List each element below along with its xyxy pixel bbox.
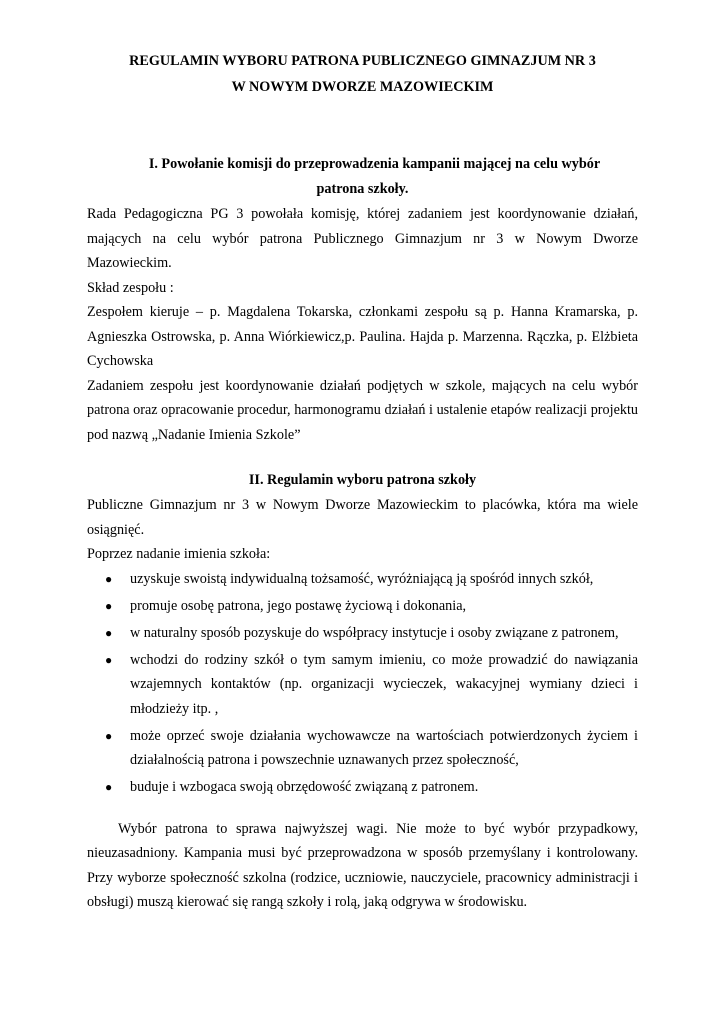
list-item: ● w naturalny sposób pozyskuje do współpracy instytucje i osoby związane z patronem, — [87, 621, 638, 646]
list-item: ● uzyskuje swoistą indywidualną tożsamość, wyróżniającą ją spośród innych szkół, — [87, 567, 638, 592]
section-1-paragraph-2: Skład zespołu : — [87, 279, 174, 296]
section-1-paragraph-3: Zespołem kieruje – p. Magdalena Tokarska, członkami zespołu są p. Hanna Kramarska, p. Agnieszka Ostrowska, p. Anna Wiórkiewicz,p. Paulina. Hajda p. Marzenna. Rączka, p. Elżbieta Cychowska — [87, 304, 638, 369]
section-2-heading: II. Regulamin wyboru patrona szkoły — [248, 472, 477, 488]
bullet-icon: ● — [105, 571, 113, 586]
section-2-paragraph-1: Publiczne Gimnazjum nr 3 w Nowym Dworze Mazowieckim to placówka, która ma wiele osiągnięć. — [87, 497, 638, 538]
section-1-heading-line-2: patrona szkoły. — [316, 181, 409, 197]
list-item: ● buduje i wzbogaca swoją obrzędowość związaną z patronem. — [87, 775, 638, 800]
list-item: ● może oprzeć swoje działania wychowawcze na wartościach potwierdzonych życiem i działalnością patrona i powszechnie uznawanych przez społeczność, — [87, 724, 638, 773]
document-title — [87, 0, 638, 100]
section-1-heading-line-1: I. Powołanie komisji do przeprowadzenia kampanii mającej na celu wybór — [148, 156, 601, 172]
bullet-icon: ● — [105, 780, 113, 794]
title-line-1: REGULAMIN WYBORU PATRONA PUBLICZNEGO GIMNAZJUM NR 3 — [129, 53, 596, 69]
section-1-paragraph-1: Rada Pedagogiczna PG 3 powołała komisję, której zadaniem jest koordynowanie działań, mających na celu wybór patrona Publicznego Gimnazjum nr 3 w Nowym Dworze Mazowieckim. — [87, 206, 638, 271]
bullet-icon: ● — [105, 625, 113, 640]
section-2-paragraph-2: Poprzez nadanie imienia szkoła: — [87, 546, 271, 562]
title-line-2: W NOWYM DWORZE MAZOWIECKIM — [231, 79, 494, 95]
bullet-icon: ● — [105, 598, 113, 613]
bullet-icon: ● — [105, 652, 113, 667]
section-2-paragraph-3: Wybór patrona to sprawa najwyższej wagi. Nie może to być wybór przypadkowy, nieuzasadniony. Kampania musi być przeprowadzona w sposób przemyślany i kontrolowany. Przy wyborze społeczność szkolna (rodzice, uczniowie, nauczyciele, pracownicy administracji i obsługi) muszą kierować się rangą szkoły i rolą, jaką odgrywa w środowisku. — [87, 820, 638, 910]
section-1-heading — [87, 152, 638, 202]
list-item: ● wchodzi do rodziny szkół o tym samym imieniu, co może prowadzić do nawiązania wzajemnych kontaktów (np. organizacji wycieczek, wakacyjnej wymiany dzieci i młodzieży itp. , — [87, 648, 638, 722]
benefits-list — [87, 567, 638, 800]
list-item: ● promuje osobę patrona, jego postawę życiową i dokonania, — [87, 594, 638, 619]
bullet-icon: ● — [105, 728, 113, 743]
section-1-paragraph-4: Zadaniem zespołu jest koordynowanie działań podjętych w szkole, mających na celu wybór patrona oraz opracowanie procedur, harmonogramu działań i ustalenie etapów realizacji projektu pod nazwą „Nadanie Imienia Szkole” — [87, 377, 638, 443]
